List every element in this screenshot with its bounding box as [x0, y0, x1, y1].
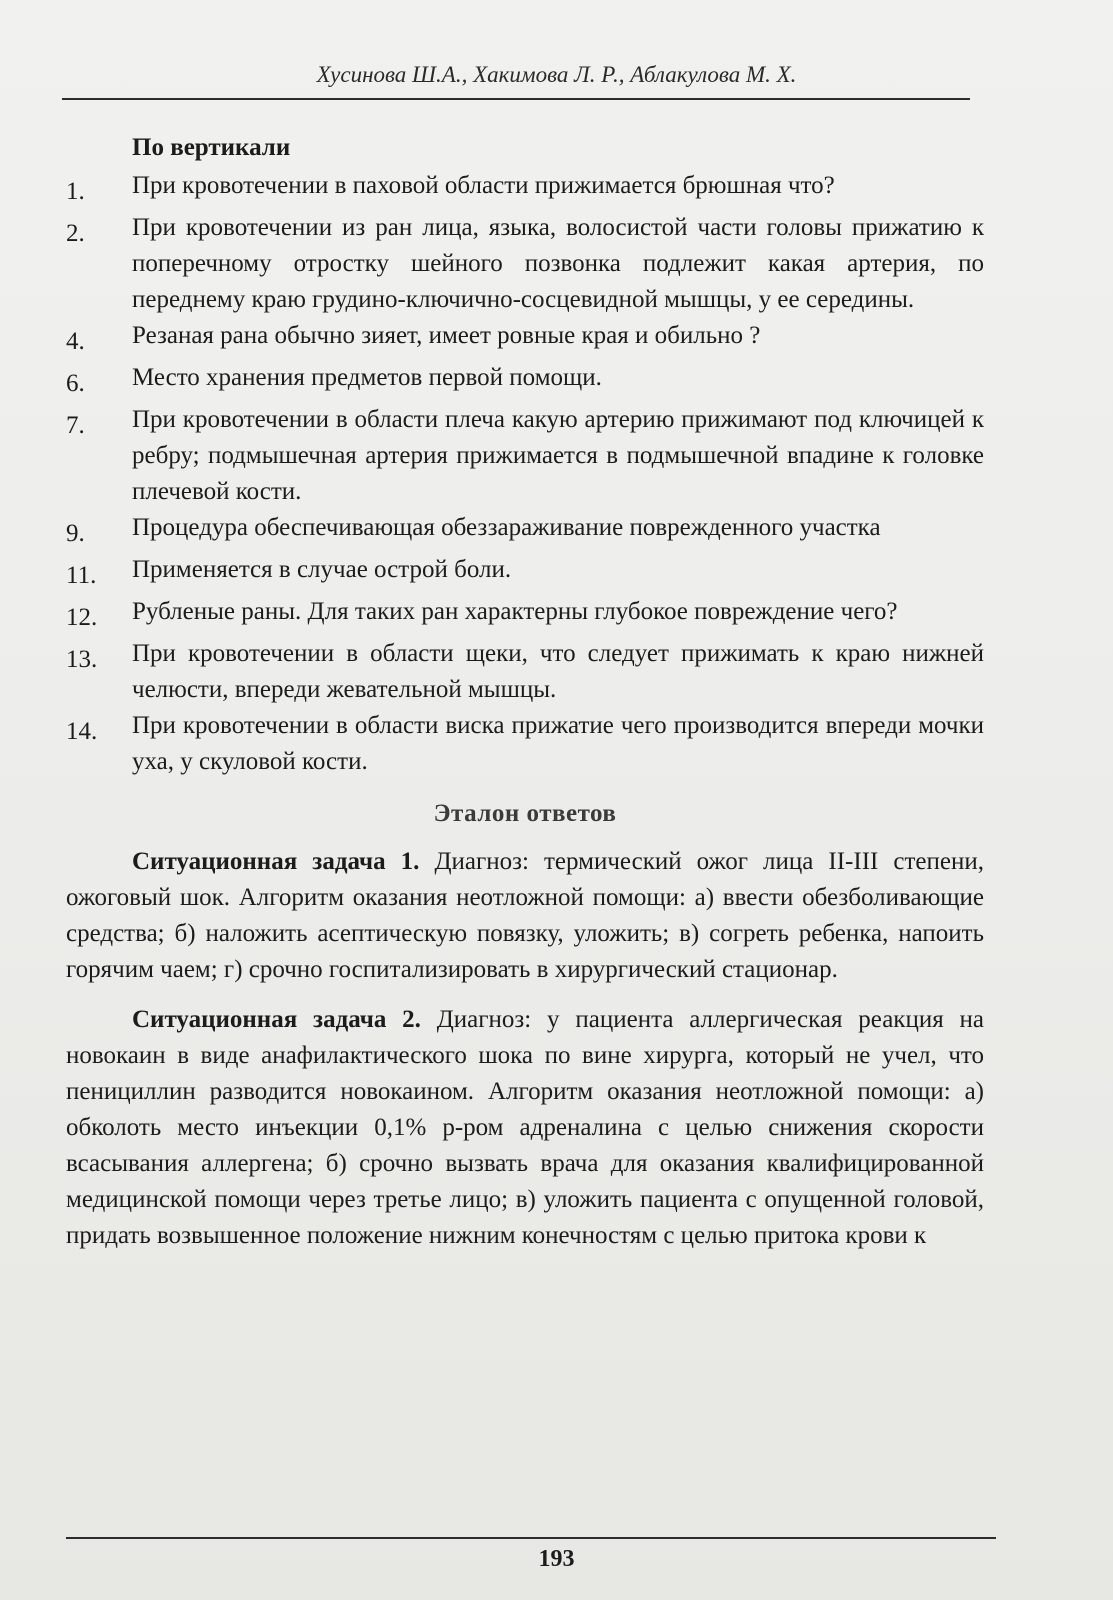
item-number: 13. [66, 646, 98, 673]
list-item [66, 636, 984, 708]
item-number: 1. [66, 178, 85, 205]
item-number: 2. [66, 220, 85, 247]
item-number: 4. [66, 328, 85, 355]
header-rule [62, 98, 970, 100]
list-item [66, 402, 984, 510]
list-item [66, 510, 984, 552]
item-text: При кровотечении из ран лица, языка, волосистой части головы прижатию к поперечному отростку шейного позвонка подлежит какая артерия, по переднему краю грудино-ключично-сосцевидной мышцы, у ее середины. [132, 214, 984, 313]
task-text: Диагноз: у пациента аллергическая реакция на новокаин в виде анафилактического шока по вине хирурга, который не учел, что пенициллин разводится новокаином. Алгоритм оказания неотложной помощи: а) обколоть место инъекции 0,1% р-ром адреналина с целью снижения скорости всасывания аллергена; б) срочно вызвать врача для оказания квалифицированной медицинской помощи через третье лицо; в) уложить пациента с опущенной головой, придать возвышенное положение нижним конечностям с целью притока крови к [66, 1006, 985, 1249]
item-text: Резаная рана обычно зияет, имеет ровные края и обильно ? [132, 322, 761, 349]
item-number: 11. [66, 562, 97, 589]
footer-rule [66, 1537, 996, 1539]
task-text: Диагноз: термический ожог лица II-III степени, ожоговый шок. Алгоритм оказания неотложной помощи: а) ввести обезболивающие средства; б) наложить асептическую повязку, уложить; в) согреть ребенка, напоить горячим чаем; г) срочно госпитализировать в хирургический стационар. [66, 848, 985, 983]
item-number: 6. [66, 370, 85, 397]
list-item [66, 168, 984, 210]
section-heading: По вертикали [132, 134, 291, 161]
answers-heading: Эталон ответов [433, 800, 617, 827]
item-number: 7. [66, 412, 85, 439]
page-number: 193 [538, 1546, 575, 1572]
item-number: 9. [66, 520, 85, 547]
list-item [66, 708, 984, 780]
list-item [66, 360, 984, 402]
item-text: При кровотечении в области виска прижатие чего производится впереди мочки уха, у скуловой кости. [132, 712, 984, 775]
task-title: Ситуационная задача 1. [132, 848, 420, 875]
item-text: Процедура обеспечивающая обеззараживание поврежденного участка [132, 514, 881, 541]
list-item [66, 594, 984, 636]
item-text: При кровотечении в области плеча какую артерию прижимают под ключицей к ребру; подмышечная артерия прижимается в подмышечной впадине к головке плечевой кости. [132, 406, 984, 505]
list-item [66, 552, 984, 594]
task-paragraph [66, 1002, 984, 1254]
item-text: При кровотечении в области щеки, что следует прижимать к краю нижней челюсти, впереди жевательной мышцы. [132, 640, 984, 703]
item-text: Место хранения предметов первой помощи. [132, 364, 602, 391]
item-text: Рубленые раны. Для таких ран характерны глубокое повреждение чего? [132, 598, 898, 625]
item-text: Применяется в случае острой боли. [132, 556, 512, 583]
task-title: Ситуационная задача 2. [132, 1006, 421, 1033]
item-text: При кровотечении в паховой области прижимается брюшная что? [132, 172, 835, 199]
running-header: Хусинова Ш.А., Хакимова Л. Р., Аблакулова М. Х. [316, 62, 797, 87]
list-item [66, 210, 984, 318]
page-content [66, 130, 984, 1268]
item-number: 14. [66, 718, 98, 745]
task-paragraph [66, 844, 984, 988]
question-list [66, 168, 984, 780]
item-number: 12. [66, 604, 98, 631]
list-item [66, 318, 984, 360]
